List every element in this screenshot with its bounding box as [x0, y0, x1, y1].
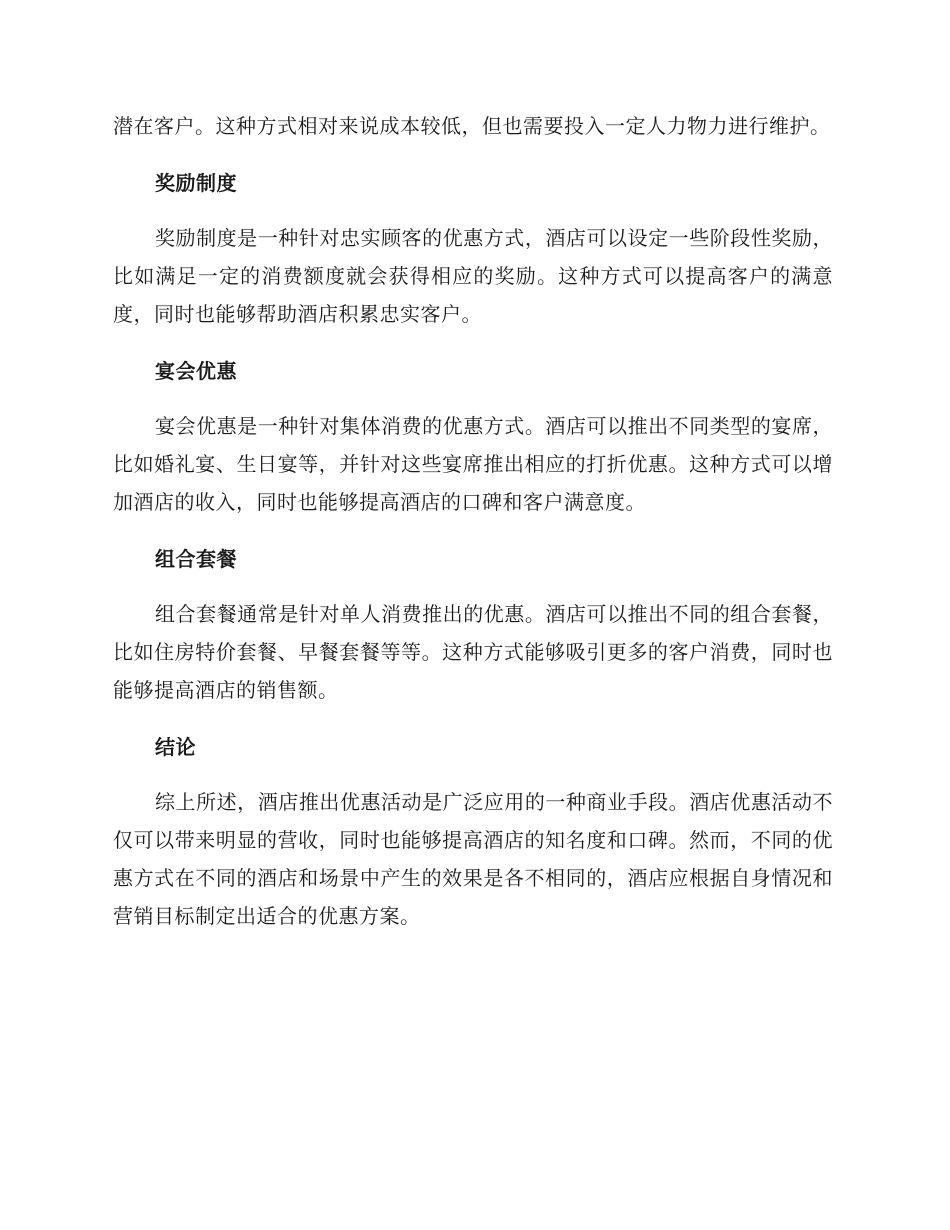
- banquet-heading: 宴会优惠: [155, 359, 237, 383]
- banquet-paragraph: 宴会优惠是一种针对集体消费的优惠方式。酒店可以推出不同类型的宴席，比如婚礼宴、生日宴等，并针对这些宴席推出相应的打折优惠。这种方式可以增加酒店的收入，同时也能够提高酒店的口碑和客户满意度。: [113, 414, 833, 514]
- reward-heading: 奖励制度: [155, 171, 237, 195]
- conclusion-heading: 结论: [155, 735, 196, 759]
- document-page: [113, 107, 833, 935]
- combo-paragraph: 组合套餐通常是针对单人消费推出的优惠。酒店可以推出不同的组合套餐，比如住房特价套餐、早餐套餐等等。这种方式能够吸引更多的客户消费，同时也能够提高酒店的销售额。: [113, 602, 833, 702]
- reward-paragraph: 奖励制度是一种针对忠实顾客的优惠方式，酒店可以设定一些阶段性奖励，比如满足一定的消费额度就会获得相应的奖励。这种方式可以提高客户的满意度，同时也能够帮助酒店积累忠实客户。: [113, 226, 833, 326]
- intro-tail-paragraph: 潜在客户。这种方式相对来说成本较低，但也需要投入一定人力物力进行维护。: [113, 114, 831, 138]
- conclusion-paragraph: 综上所述，酒店推出优惠活动是广泛应用的一种商业手段。酒店优惠活动不仅可以带来明显的营收，同时也能够提高酒店的知名度和口碑。然而，不同的优惠方式在不同的酒店和场景中产生的效果是各不相同的，酒店应根据自身情况和营销目标制定出适合的优惠方案。: [113, 790, 833, 928]
- combo-heading: 组合套餐: [155, 547, 237, 571]
